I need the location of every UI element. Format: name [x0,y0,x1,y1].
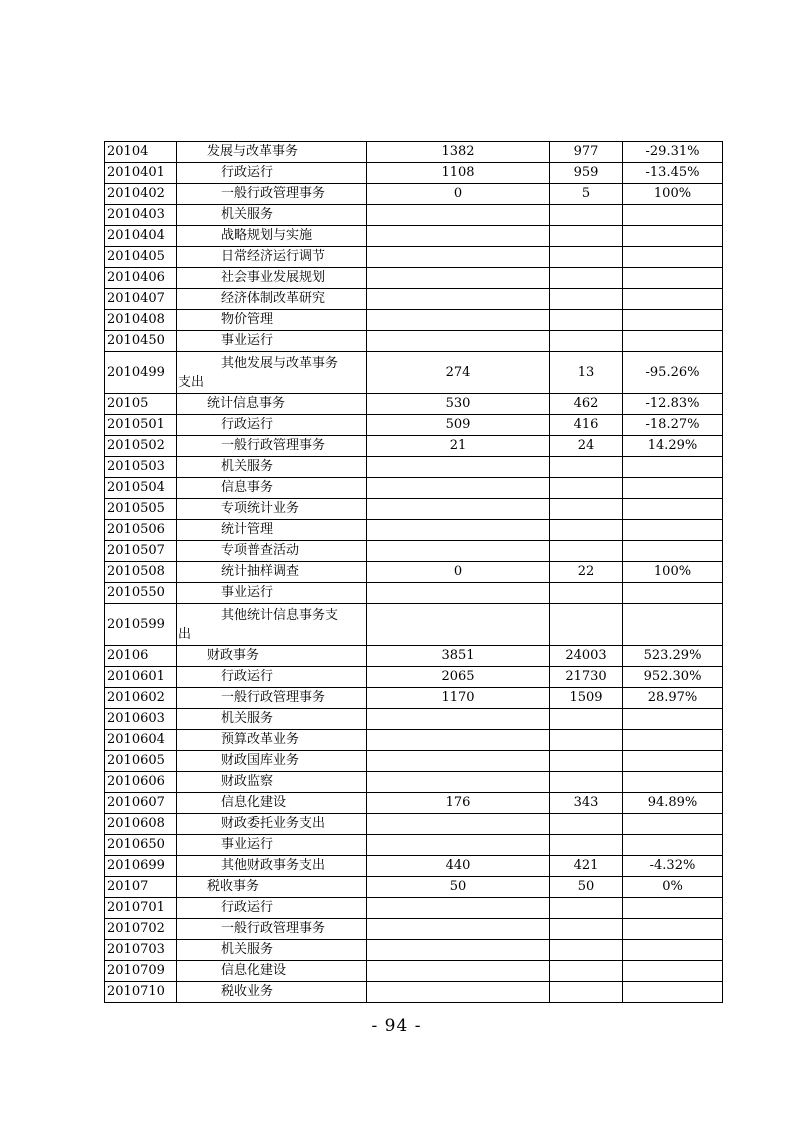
value-col-2 [550,940,623,961]
change-percent: -12.83% [623,394,723,415]
item-name: 信息化建设 [221,963,287,978]
value-col-1: 440 [367,856,550,877]
change-percent [623,541,723,562]
change-percent [623,310,723,331]
value-col-1 [367,835,550,856]
item-name: 行政运行 [221,417,274,432]
item-name-cell [177,562,367,583]
table-row [105,499,723,520]
value-col-1 [367,310,550,331]
item-name-cell [177,352,367,394]
item-code: 2010504 [105,478,177,499]
table-row [105,898,723,919]
value-col-1 [367,226,550,247]
change-percent [623,814,723,835]
table-row [105,646,723,667]
value-col-2: 1509 [550,688,623,709]
value-col-2: 22 [550,562,623,583]
value-col-2: 5 [550,184,623,205]
table-row [105,919,723,940]
change-percent: -18.27% [623,415,723,436]
item-name-cell [177,520,367,541]
value-col-2: 50 [550,877,623,898]
table-row [105,604,723,646]
item-name: 统计抽样调查 [221,564,300,579]
item-code: 2010502 [105,436,177,457]
item-name-cell [177,310,367,331]
item-code: 2010608 [105,814,177,835]
item-name-cell [177,919,367,940]
table-row [105,814,723,835]
table-row [105,184,723,205]
item-name-cell [177,877,367,898]
table-row [105,940,723,961]
item-name: 战略规划与实施 [221,228,313,243]
table-row [105,436,723,457]
item-name: 财政事务 [207,648,260,663]
item-name: 财政监察 [221,774,274,789]
value-col-2 [550,541,623,562]
item-name-wrapped [177,606,366,644]
value-col-1 [367,898,550,919]
change-percent: -13.45% [623,163,723,184]
item-name-cell [177,142,367,163]
change-percent [623,247,723,268]
value-col-2: 977 [550,142,623,163]
item-code: 2010604 [105,730,177,751]
value-col-2 [550,982,623,1003]
item-name: 税收业务 [221,984,274,999]
item-name-cell [177,940,367,961]
change-percent: 0% [623,877,723,898]
item-code: 2010408 [105,310,177,331]
value-col-2: 24 [550,436,623,457]
item-code: 2010508 [105,562,177,583]
value-col-2: 462 [550,394,623,415]
value-col-1 [367,268,550,289]
item-name-wrapped [177,354,366,392]
item-name-cell [177,772,367,793]
item-name-cell [177,541,367,562]
value-col-1 [367,772,550,793]
value-col-2: 421 [550,856,623,877]
item-name-cell [177,898,367,919]
change-percent [623,919,723,940]
change-percent [623,520,723,541]
item-name: 行政运行 [221,165,274,180]
change-percent [623,604,723,646]
item-name: 行政运行 [221,669,274,684]
value-col-2 [550,268,623,289]
value-col-1 [367,709,550,730]
change-percent: 523.29% [623,646,723,667]
item-code: 2010403 [105,205,177,226]
change-percent: 28.97% [623,688,723,709]
item-name: 经济体制改革研究 [221,291,326,306]
change-percent [623,709,723,730]
value-col-2 [550,226,623,247]
value-col-1: 1382 [367,142,550,163]
value-col-1 [367,751,550,772]
item-code: 2010701 [105,898,177,919]
change-percent [623,730,723,751]
table-row [105,709,723,730]
change-percent [623,289,723,310]
item-code: 2010702 [105,919,177,940]
item-name: 机关服务 [221,207,274,222]
value-col-1 [367,457,550,478]
item-name: 信息事务 [221,480,274,495]
value-col-2 [550,709,623,730]
table-row [105,142,723,163]
table-row [105,793,723,814]
change-percent: -29.31% [623,142,723,163]
item-name-cell [177,835,367,856]
value-col-1 [367,583,550,604]
item-code: 2010650 [105,835,177,856]
item-code: 20106 [105,646,177,667]
change-percent: -95.26% [623,352,723,394]
value-col-1: 2065 [367,667,550,688]
page-number: - 94 - [371,1016,422,1036]
item-name-cell [177,436,367,457]
change-percent [623,982,723,1003]
item-code: 2010603 [105,709,177,730]
table-row [105,583,723,604]
change-percent: 100% [623,184,723,205]
change-percent [623,583,723,604]
table-row [105,835,723,856]
budget-table [104,141,723,1003]
value-col-2 [550,310,623,331]
item-name: 税收事务 [207,879,260,894]
value-col-1 [367,478,550,499]
value-col-1 [367,919,550,940]
item-name-cell [177,814,367,835]
value-col-1 [367,541,550,562]
value-col-2 [550,919,623,940]
value-col-2 [550,478,623,499]
item-name-cell [177,667,367,688]
value-col-2 [550,898,623,919]
value-col-2: 959 [550,163,623,184]
table-row [105,520,723,541]
value-col-2 [550,457,623,478]
value-col-1 [367,331,550,352]
value-col-1: 176 [367,793,550,814]
item-code: 20104 [105,142,177,163]
table-row [105,562,723,583]
item-name-continued: 出 [178,626,192,642]
item-name: 事业运行 [221,837,274,852]
value-col-2: 21730 [550,667,623,688]
table-row [105,352,723,394]
item-code: 20107 [105,877,177,898]
value-col-1 [367,247,550,268]
value-col-1 [367,520,550,541]
item-name: 财政委托业务支出 [221,816,326,831]
item-code: 2010402 [105,184,177,205]
item-name-cell [177,289,367,310]
value-col-1: 50 [367,877,550,898]
change-percent [623,835,723,856]
item-name-cell [177,478,367,499]
value-col-1: 509 [367,415,550,436]
item-name: 社会事业发展规划 [221,270,326,285]
change-percent: 94.89% [623,793,723,814]
value-col-1 [367,940,550,961]
item-name-cell [177,646,367,667]
item-code: 2010703 [105,940,177,961]
change-percent [623,226,723,247]
change-percent [623,772,723,793]
item-code: 2010602 [105,688,177,709]
table-row [105,478,723,499]
change-percent [623,478,723,499]
value-col-1 [367,730,550,751]
item-name-cell [177,982,367,1003]
table-row [105,730,723,751]
item-code: 2010507 [105,541,177,562]
item-name-cell [177,499,367,520]
item-code: 2010709 [105,961,177,982]
item-name: 专项统计业务 [221,501,300,516]
item-name-cell [177,793,367,814]
change-percent [623,205,723,226]
value-col-1: 530 [367,394,550,415]
item-name: 其他统计信息事务支 [221,607,339,623]
value-col-1: 21 [367,436,550,457]
value-col-2 [550,583,623,604]
item-name: 物价管理 [221,312,274,327]
item-name-cell [177,331,367,352]
item-code: 2010605 [105,751,177,772]
value-col-2 [550,205,623,226]
table-row [105,226,723,247]
value-col-1: 0 [367,562,550,583]
table-row [105,856,723,877]
value-col-1 [367,205,550,226]
item-name-cell [177,415,367,436]
value-col-2: 416 [550,415,623,436]
item-name: 一般行政管理事务 [221,186,326,201]
item-name: 行政运行 [221,900,274,915]
item-code: 2010710 [105,982,177,1003]
item-name: 机关服务 [221,711,274,726]
table-row [105,877,723,898]
item-name-cell [177,604,367,646]
change-percent [623,268,723,289]
table-row [105,772,723,793]
value-col-2: 24003 [550,646,623,667]
value-col-1 [367,604,550,646]
change-percent: 952.30% [623,667,723,688]
item-code: 2010406 [105,268,177,289]
value-col-1 [367,289,550,310]
table-row [105,310,723,331]
change-percent: 14.29% [623,436,723,457]
item-code: 2010506 [105,520,177,541]
table-row [105,394,723,415]
item-name: 财政国库业务 [221,753,300,768]
item-name-cell [177,583,367,604]
item-name: 机关服务 [221,459,274,474]
item-name-cell [177,730,367,751]
value-col-2 [550,331,623,352]
table-row [105,688,723,709]
item-code: 2010699 [105,856,177,877]
value-col-1 [367,982,550,1003]
item-name: 机关服务 [221,942,274,957]
item-name: 日常经济运行调节 [221,249,326,264]
item-code: 2010606 [105,772,177,793]
item-code: 2010599 [105,604,177,646]
item-name-cell [177,961,367,982]
item-name: 统计管理 [221,522,274,537]
item-code: 2010505 [105,499,177,520]
item-name-continued: 支出 [178,374,205,390]
value-col-2 [550,604,623,646]
item-code: 20105 [105,394,177,415]
item-name: 事业运行 [221,333,274,348]
value-col-1: 274 [367,352,550,394]
item-name: 一般行政管理事务 [221,921,326,936]
value-col-1: 1108 [367,163,550,184]
value-col-2 [550,289,623,310]
change-percent [623,499,723,520]
item-code: 2010503 [105,457,177,478]
table-row [105,205,723,226]
item-name-cell [177,247,367,268]
item-name-cell [177,709,367,730]
item-name: 一般行政管理事务 [221,438,326,453]
value-col-2 [550,247,623,268]
change-percent [623,961,723,982]
value-col-2 [550,499,623,520]
value-col-2: 13 [550,352,623,394]
table-row [105,163,723,184]
value-col-1: 0 [367,184,550,205]
change-percent: 100% [623,562,723,583]
item-code: 2010601 [105,667,177,688]
table-row [105,457,723,478]
item-name: 信息化建设 [221,795,287,810]
item-name-cell [177,688,367,709]
item-name: 其他财政事务支出 [221,858,326,873]
item-name: 事业运行 [221,585,274,600]
item-name-cell [177,163,367,184]
table-row [105,541,723,562]
item-name: 发展与改革事务 [207,144,299,159]
item-code: 2010499 [105,352,177,394]
change-percent [623,457,723,478]
value-col-2 [550,961,623,982]
value-col-1 [367,814,550,835]
item-code: 2010450 [105,331,177,352]
item-code: 2010501 [105,415,177,436]
value-col-1 [367,961,550,982]
item-name-cell [177,856,367,877]
change-percent [623,331,723,352]
item-code: 2010404 [105,226,177,247]
item-name: 其他发展与改革事务 [221,355,339,371]
table-row [105,415,723,436]
item-name-cell [177,457,367,478]
item-name-cell [177,268,367,289]
item-code: 2010401 [105,163,177,184]
item-code: 2010405 [105,247,177,268]
item-name-cell [177,184,367,205]
value-col-2 [550,772,623,793]
item-name-cell [177,751,367,772]
table-row [105,289,723,310]
item-name: 统计信息事务 [207,396,286,411]
value-col-2 [550,751,623,772]
table-row [105,961,723,982]
value-col-2 [550,835,623,856]
table-body [105,142,723,1003]
item-name-cell [177,226,367,247]
item-code: 2010550 [105,583,177,604]
table-row [105,268,723,289]
value-col-1: 3851 [367,646,550,667]
value-col-2 [550,730,623,751]
value-col-2 [550,520,623,541]
item-name-cell [177,205,367,226]
item-name: 专项普查活动 [221,543,300,558]
value-col-1 [367,499,550,520]
item-code: 2010407 [105,289,177,310]
value-col-2: 343 [550,793,623,814]
table-row [105,667,723,688]
item-name: 预算改革业务 [221,732,300,747]
value-col-1: 1170 [367,688,550,709]
change-percent: -4.32% [623,856,723,877]
item-name-cell [177,394,367,415]
table-row [105,247,723,268]
table-row [105,982,723,1003]
value-col-2 [550,814,623,835]
table-row [105,751,723,772]
change-percent [623,898,723,919]
change-percent [623,751,723,772]
item-code: 2010607 [105,793,177,814]
item-name: 一般行政管理事务 [221,690,326,705]
change-percent [623,940,723,961]
table-row [105,331,723,352]
